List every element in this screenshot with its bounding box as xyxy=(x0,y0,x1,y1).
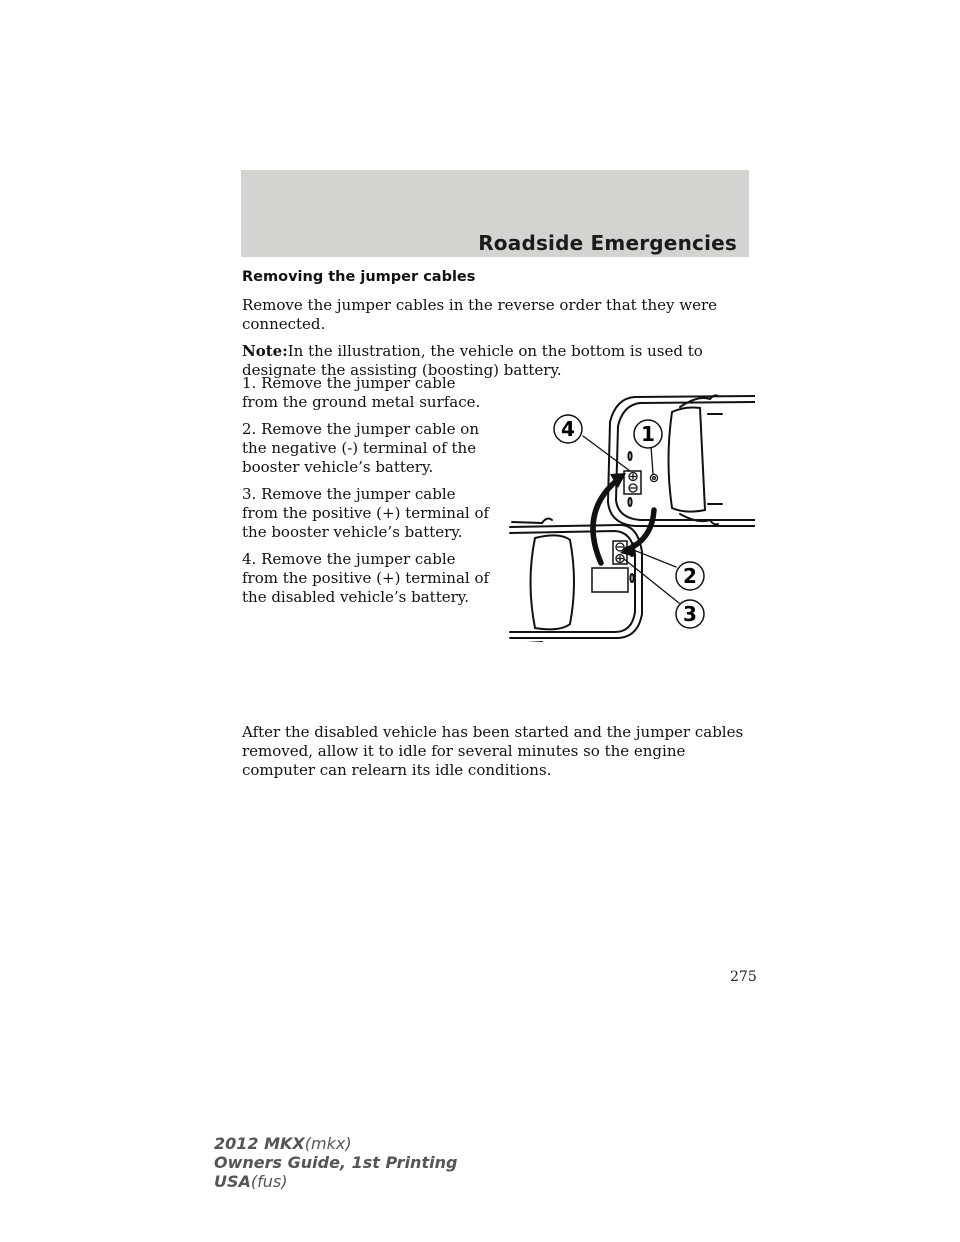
step-item: 2. Remove the jumper cable on the negative (-) terminal of the booster vehicle’s battery. xyxy=(242,420,479,476)
jumper-cable-diagram xyxy=(500,392,755,642)
page-number: 275 xyxy=(730,969,757,985)
section-title: Roadside Emergencies xyxy=(478,231,737,255)
intro-paragraph: Remove the jumper cables in the reverse order that they were connected. xyxy=(242,296,718,333)
footer-line-region: USA(fus) xyxy=(214,1172,288,1191)
callout-number-1: 1 xyxy=(641,422,655,446)
note-text: In the illustration, the vehicle on the bottom is used to designate the assisting (boosting) battery. xyxy=(242,342,703,379)
step-item: 3. Remove the jumper cable from the positive (+) terminal of the booster vehicle’s battery. xyxy=(242,485,490,541)
footer-line-model: 2012 MKX(mkx) xyxy=(214,1134,352,1153)
disabled-vehicle-illustration xyxy=(608,395,755,526)
step-item: 1. Remove the jumper cable from the ground metal surface. xyxy=(242,374,481,411)
callout-number-2: 2 xyxy=(683,564,697,588)
callout-number-4: 4 xyxy=(561,417,575,441)
booster-vehicle-illustration xyxy=(510,519,642,642)
footer-line-edition: Owners Guide, 1st Printing xyxy=(214,1153,458,1172)
steps-list xyxy=(242,374,492,615)
main-content xyxy=(242,262,752,606)
callout-number-3: 3 xyxy=(683,602,697,626)
callout-leader-1 xyxy=(651,446,653,474)
callout-leader-4 xyxy=(583,436,630,471)
note-label: Note: xyxy=(242,342,288,360)
after-paragraph: After the disabled vehicle has been started and the jumper cables removed, allow it to idle for several minutes so the engine computer can relearn its idle conditions. xyxy=(242,723,744,779)
section-heading: Removing the jumper cables xyxy=(242,269,476,285)
document-footer xyxy=(214,1134,457,1191)
section-header-band xyxy=(241,170,749,257)
step-item: 4. Remove the jumper cable from the positive (+) terminal of the disabled vehicle’s battery. xyxy=(242,550,490,606)
